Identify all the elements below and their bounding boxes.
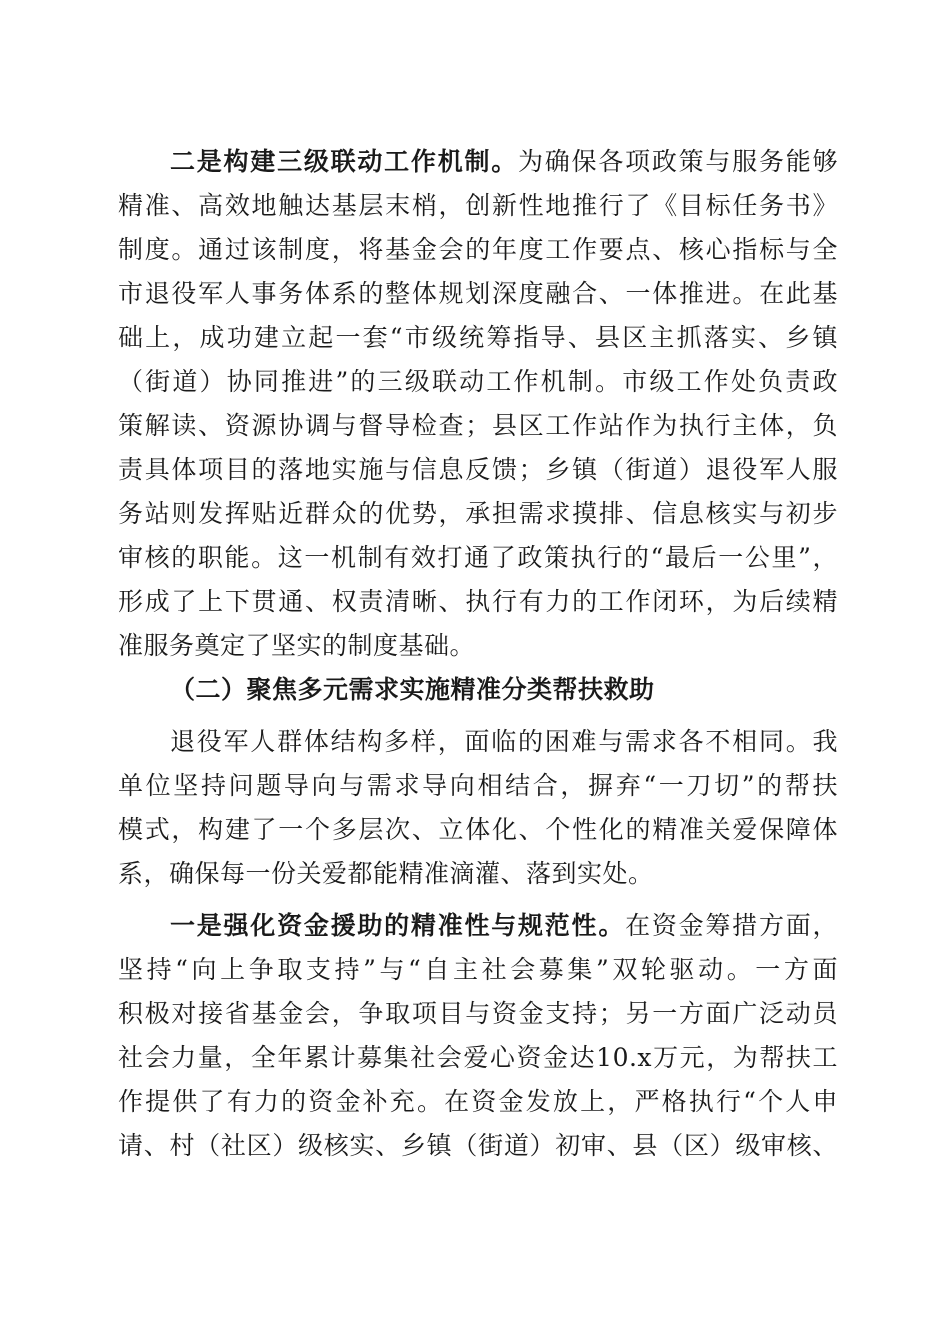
paragraph-3-line: 作提供了有力的资金补充。在资金发放上，严格执行“个人申 bbox=[118, 1087, 838, 1116]
paragraph-1-line: 制度。通过该制度，将基金会的年度工作要点、核心指标与全 bbox=[118, 235, 838, 264]
paragraph-1-line: 准服务奠定了坚实的制度基础。 bbox=[118, 631, 476, 660]
paragraph-3-line-1 bbox=[170, 904, 838, 948]
paragraph-1-line: 责具体项目的落地实施与信息反馈；乡镇（街道）退役军人服 bbox=[118, 455, 838, 484]
paragraph-1-line: 审核的职能。这一机制有效打通了政策执行的“最后一公里”， bbox=[118, 543, 838, 572]
paragraph-2-line: 模式，构建了一个多层次、立体化、个性化的精准关爱保障体 bbox=[118, 815, 838, 844]
paragraph-2-line: 系，确保每一份关爱都能精准滴灌、落到实处。 bbox=[118, 859, 654, 888]
paragraph-1-line: （街道）协同推进”的三级联动工作机制。市级工作处负责政 bbox=[118, 367, 838, 396]
paragraph-2-line-1: 退役军人群体结构多样，面临的困难与需求各不相同。我 bbox=[170, 727, 838, 756]
paragraph-3-line: 社会力量，全年累计募集社会爱心资金达10.x万元，为帮扶工 bbox=[118, 1043, 838, 1072]
paragraph-1-lead: 二是构建三级联动工作机制。 bbox=[170, 147, 519, 176]
paragraph-3-first-rest: 在资金筹措方面， bbox=[625, 911, 838, 940]
paragraph-1-line: 市退役军人事务体系的整体规划深度融合、一体推进。在此基 bbox=[118, 279, 838, 308]
paragraph-1-line: 策解读、资源协调与督导检查；县区工作站作为执行主体，负 bbox=[118, 411, 838, 440]
paragraph-1-line-1 bbox=[170, 140, 838, 184]
paragraph-1-line: 础上，成功建立起一套“市级统筹指导、县区主抓落实、乡镇 bbox=[118, 323, 838, 352]
paragraph-2-line: 单位坚持问题导向与需求导向相结合，摒弃“一刀切”的帮扶 bbox=[118, 771, 838, 800]
paragraph-1-line: 务站则发挥贴近群众的优势，承担需求摸排、信息核实与初步 bbox=[118, 499, 838, 528]
paragraph-3-line: 请、村（社区）级核实、乡镇（街道）初审、县（区）级审核、 bbox=[118, 1131, 838, 1160]
section-title: （二）聚焦多元需求实施精准分类帮扶救助 bbox=[170, 675, 655, 704]
paragraph-3-line: 积极对接省基金会，争取项目与资金支持；另一方面广泛动员 bbox=[118, 999, 838, 1028]
paragraph-1-line: 精准、高效地触达基层末梢，创新性地推行了《目标任务书》 bbox=[118, 191, 838, 220]
paragraph-3-lead: 一是强化资金援助的精准性与规范性。 bbox=[170, 911, 626, 940]
paragraph-1-line: 形成了上下贯通、权责清晰、执行有力的工作闭环，为后续精 bbox=[118, 587, 838, 616]
paragraph-3-line: 坚持“向上争取支持”与“自主社会募集”双轮驱动。一方面 bbox=[118, 955, 838, 984]
paragraph-1-first-rest: 为确保各项政策与服务能够 bbox=[518, 147, 838, 176]
